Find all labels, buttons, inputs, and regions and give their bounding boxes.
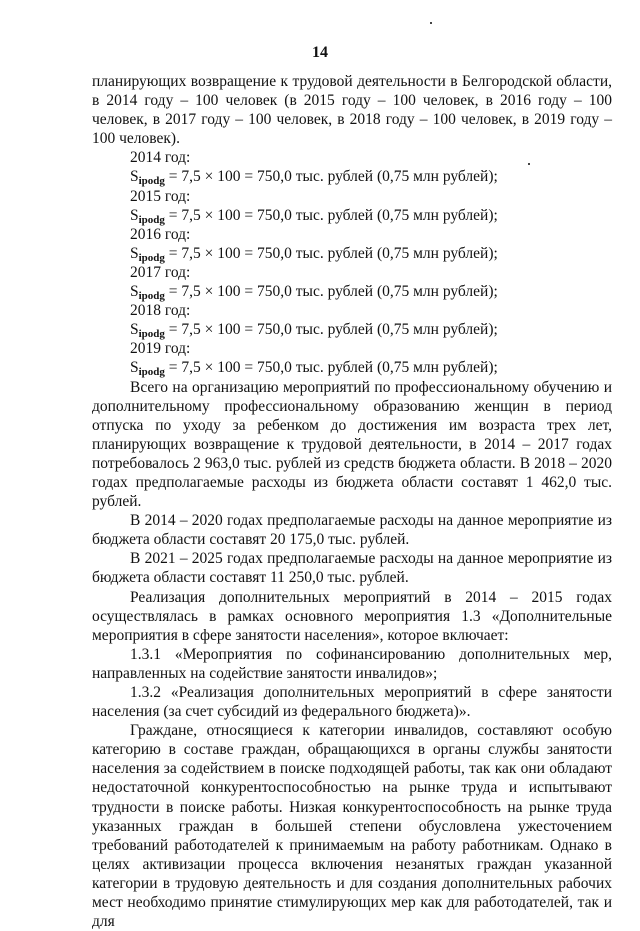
document-body <box>92 72 612 931</box>
calc-year: 2019 год: <box>130 340 191 358</box>
paragraph-total-expenses: Всего на организацию мероприятий по профессиональному обучению и дополнительному профессиональному образованию женщин в период отпуска по уходу за ребенком до достижения им возраста трех лет, планирующих возвращение к трудовой деятельности, в 2014 – 2017 годах потребовалось 2 963,0 тыс. рублей из средств бюджета области. В 2018 – 2020 годах предполагаемые расходы из бюджета области составят 1 462,0 тыс. рублей. <box>92 378 612 511</box>
scan-speck <box>430 22 432 24</box>
calc-formula: $S_{ipodg} = 7,5 \times 100 = 750,0$ тыс. рублей (0,75 млн рублей); <box>130 244 498 264</box>
calc-formula: $S_{ipodg} = 7,5 \times 100 = 750,0$ тыс. рублей (0,75 млн рублей); <box>130 206 498 226</box>
calc-formula: $S_{ipodg} = 7,5 \times 100 = 750,0$ тыс. рублей (0,75 млн рублей); <box>130 321 498 341</box>
calc-year: 2016 год: <box>130 225 191 243</box>
paragraph-disabled-citizens: Граждане, относящиеся к категории инвалидов, составляют особую категорию в составе граждан, обращающихся в органы службы занятости населения за содействием в поиске подходящей работы, так как они обладают недостаточной конкурентоспособностью на рынке труда и испытывают трудности в поиске работы. Низкая конкурентоспособность на рынке труда указанных граждан в большей степени обусловлена ужесточением требований работодателей к принимаемым на работу работникам. Однако в целях активизации процесса включения незанятых граждан указанной категории в трудовую деятельность и для создания дополнительных рабочих мест необходимо принятие стимулирующих мер как для работодателей, так и для <box>92 722 612 931</box>
calc-year: 2014 год: <box>130 149 191 167</box>
calc-formula: $S_{ipodg} = 7,5 \times 100 = 750,0$ тыс. рублей (0,75 млн рублей); <box>130 359 498 379</box>
list-item-1-3-1: 1.3.1 «Мероприятия по софинансированию дополнительных мер, направленных на содействие занятости инвалидов»; <box>92 645 612 682</box>
calculation-block <box>92 148 612 377</box>
calc-year: 2017 год: <box>130 263 191 281</box>
calc-formula: $S_{ipodg} = 7,5 \times 100 = 750,0$ тыс. рублей (0,75 млн рублей); <box>130 168 498 188</box>
paragraph-additional-measures: Реализация дополнительных мероприятий в 2014 – 2015 годах осуществлялась в рамках основного мероприятия 1.3 «Дополнительные мероприятия в сфере занятости населения», которое включает: <box>92 588 612 644</box>
page-number: 14 <box>312 44 328 61</box>
calc-year: 2018 год: <box>130 302 191 320</box>
intro-paragraph: планирующих возвращение к трудовой деятельности в Белгородской области, в 2014 году – 100 человек (в 2015 году – 100 человек, в 2016 году – 100 человек, в 2017 году – 100 человек, в 2018 году – 100 человек, в 2019 году – 100 человек). <box>92 73 612 148</box>
calc-formula: $S_{ipodg} = 7,5 \times 100 = 750,0$ тыс. рублей (0,75 млн рублей); <box>130 283 498 303</box>
paragraph-expenses-2014-2020: В 2014 – 2020 годах предполагаемые расходы на данное мероприятие из бюджета области составят 20 175,0 тыс. рублей. <box>92 512 612 549</box>
list-item-1-3-2: 1.3.2 «Реализация дополнительных мероприятий в сфере занятости населения (за счет субсидий из федерального бюджета)». <box>92 684 612 721</box>
calc-year: 2015 год: <box>130 187 191 205</box>
paragraph-expenses-2021-2025: В 2021 – 2025 годах предполагаемые расходы на данное мероприятие из бюджета области составят 11 250,0 тыс. рублей. <box>92 550 612 587</box>
